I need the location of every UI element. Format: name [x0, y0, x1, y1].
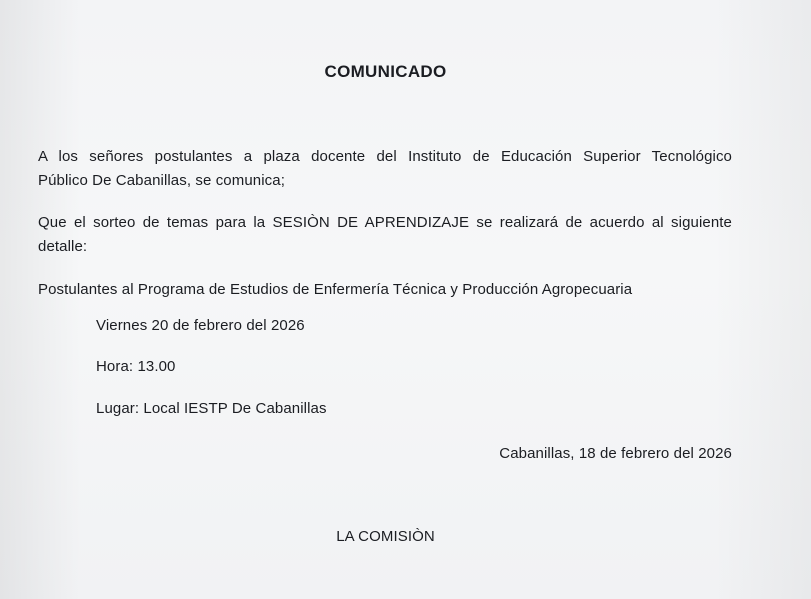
- detail-date: Viernes 20 de febrero del 2026: [96, 317, 305, 334]
- document-title: COMUNICADO: [324, 62, 447, 81]
- detail-time: Hora: 13.00: [96, 358, 176, 375]
- signature-line: LA COMISIÒN: [336, 528, 435, 545]
- detail-location: Lugar: Local IESTP De Cabanillas: [96, 400, 327, 417]
- place-and-date: Cabanillas, 18 de febrero del 2026: [499, 445, 732, 462]
- paragraph-1-line-2: Público De Cabanillas, se comunica;: [38, 172, 285, 189]
- paragraph-2-line-2: detalle:: [38, 238, 88, 255]
- paragraph-1-line-1: A los señores postulantes a plaza docente del Instituto de Educación Superior Tecnológico: [38, 148, 732, 165]
- paragraph-3: Postulantes al Programa de Estudios de Enfermería Técnica y Producción Agropecuaria: [38, 281, 633, 298]
- paragraph-2-line-1: Que el sorteo de temas para la SESIÒN DE APRENDIZAJE se realizará de acuerdo al siguiente: [38, 214, 732, 231]
